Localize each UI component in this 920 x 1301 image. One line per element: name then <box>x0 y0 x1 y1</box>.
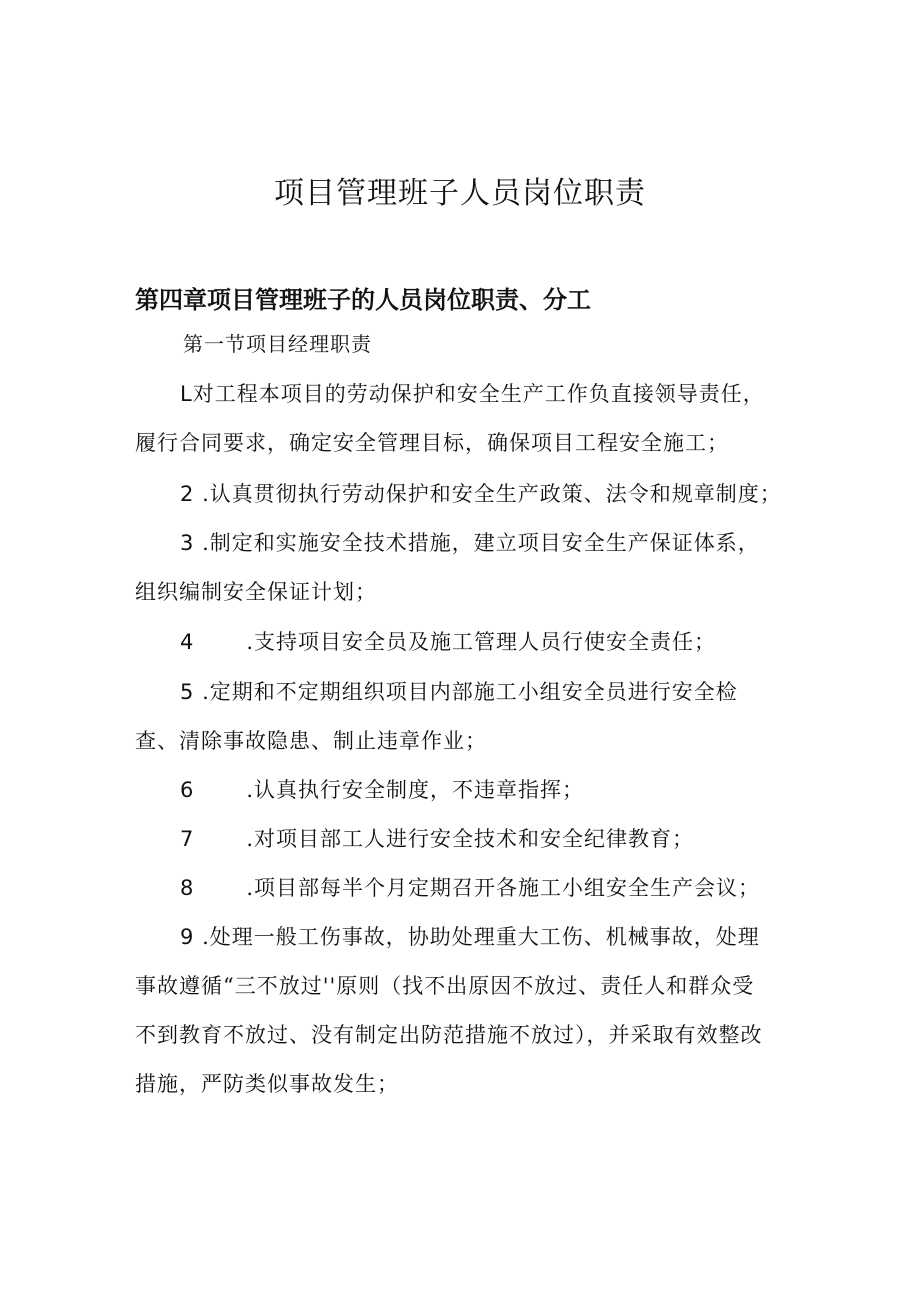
chapter-heading: 第四章项目管理班子的人员岗位职责、分工 <box>135 286 591 314</box>
list-item-9-line-4: 措施，严防类似事故发生； <box>135 1072 399 1096</box>
list-item-5-line-1 <box>180 676 738 706</box>
item-number: 5 <box>180 680 195 704</box>
item-number: 4 <box>180 630 195 654</box>
item-text: .定期和不定期组织项目内部施工小组安全员进行安全检 <box>202 680 738 704</box>
list-item-4-line-1 <box>180 626 716 656</box>
list-item-1-line-1 <box>180 378 765 408</box>
list-item-6-line-1 <box>180 774 584 804</box>
item-text: .项目部每半个月定期召开各施工小组安全生产会议； <box>246 876 761 900</box>
item-number: 8 <box>180 876 195 900</box>
list-item-3-line-1 <box>180 527 760 557</box>
item-text: .认真贯彻执行劳动保护和安全生产政策、法令和规章制度； <box>202 482 782 506</box>
item-text: .认真执行安全制度，不违章指挥； <box>246 778 585 802</box>
item-text: 对工程本项目的劳动保护和安全生产工作负直接领导责任， <box>192 382 765 406</box>
item-number: L <box>180 382 193 406</box>
item-text: .对项目部工人进行安全技术和安全纪律教育； <box>246 827 695 851</box>
item-number: 9 <box>180 925 195 949</box>
section-heading: 第一节项目经理职责 <box>183 332 372 356</box>
item-number: 7 <box>180 827 195 851</box>
list-item-9-line-2: 事故遵循“三不放过''原则（找不出原因不放过、责任人和群众受 <box>135 974 755 998</box>
item-text: .处理一般工伤事故，协助处理重大工伤、机械事故，处理 <box>202 925 760 949</box>
list-item-9-line-3: 不到教育不放过、没有制定出防范措施不放过），并采取有效整改 <box>135 1023 763 1047</box>
item-number: 2 <box>180 482 195 506</box>
item-number: 6 <box>180 778 195 802</box>
document-title: 项目管理班子人员岗位职责 <box>274 176 646 211</box>
list-item-3-line-2: 组织编制安全保证计划； <box>135 580 377 604</box>
list-item-2-line-1 <box>180 478 782 508</box>
list-item-8-line-1 <box>180 872 760 902</box>
list-item-5-line-2: 查、清除事故隐患、制止违章作业； <box>135 729 487 753</box>
list-item-7-line-1 <box>180 823 694 853</box>
list-item-9-line-1 <box>180 921 760 951</box>
item-number: 3 <box>180 531 195 555</box>
list-item-1-line-2: 履行合同要求，确定安全管理目标，确保项目工程安全施工； <box>135 431 729 455</box>
item-text: .制定和实施安全技术措施，建立项目安全生产保证体系， <box>202 531 760 555</box>
item-text: .支持项目安全员及施工管理人员行使安全责任； <box>246 630 717 654</box>
